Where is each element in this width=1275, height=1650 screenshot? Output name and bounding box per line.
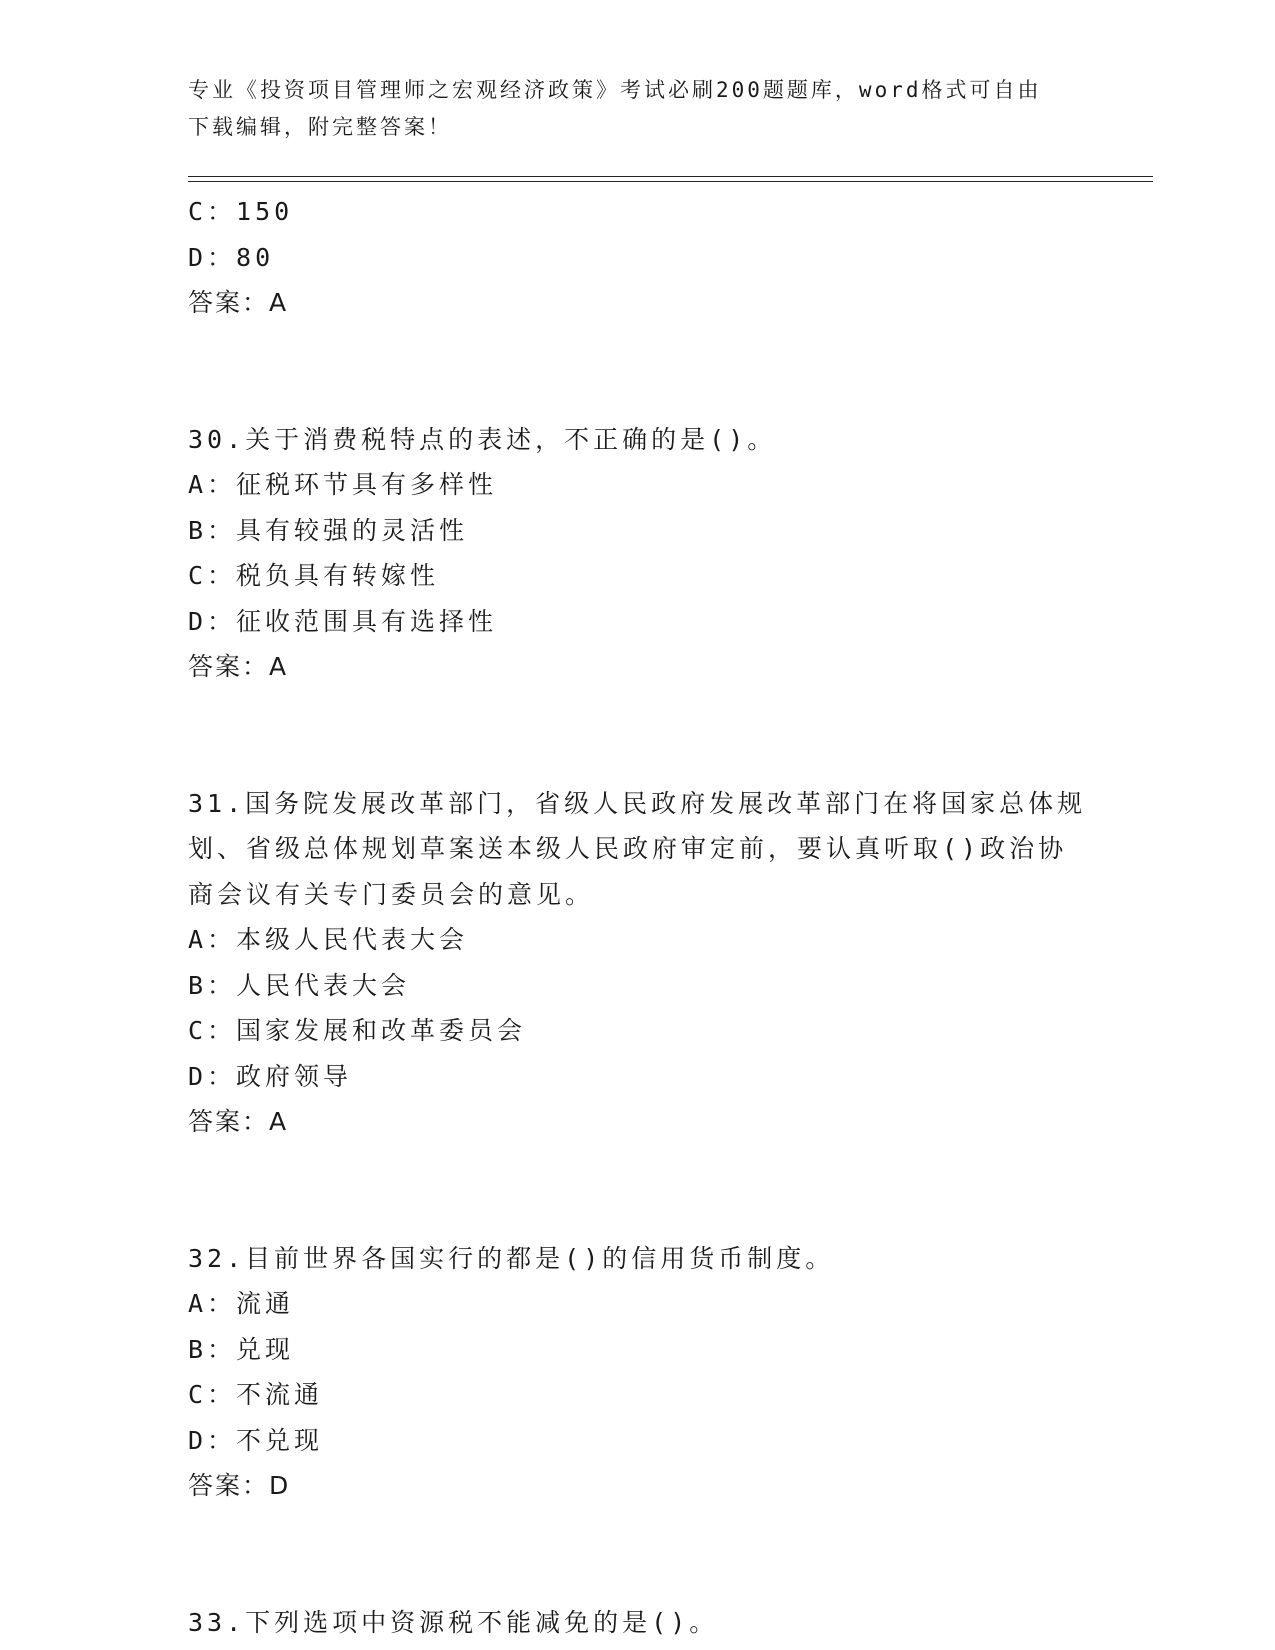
question-29-continued	[188, 189, 1088, 326]
option-b: B：人民代表大会	[188, 970, 411, 1000]
question-33	[188, 1600, 1088, 1646]
header-line-2: 下载编辑，附完整答案！	[188, 115, 452, 139]
question-text: 划、省级总体规划草案送本级人民政府审定前，要认真听取()政治协	[188, 834, 1068, 863]
question-text: 31.国务院发展改革部门，省级人民政府发展改革部门在将国家总体规	[188, 788, 1087, 818]
spacer	[188, 326, 1088, 417]
option-c: C：税负具有转嫁性	[188, 561, 440, 590]
option-a: A：征税环节具有多样性	[188, 470, 498, 499]
question-30	[188, 417, 1088, 690]
answer-line: 答案：D	[188, 1471, 291, 1500]
spacer	[188, 1509, 1088, 1600]
option-b: B：兑现	[188, 1334, 295, 1364]
option-b: B：具有较强的灵活性	[188, 515, 469, 545]
option-a: A：本级人民代表大会	[188, 925, 469, 954]
option-c: C：国家发展和改革委员会	[188, 1016, 527, 1045]
header-divider-top	[188, 176, 1153, 177]
question-32	[188, 1236, 1088, 1509]
question-text: 30.关于消费税特点的表述，不正确的是()。	[188, 424, 777, 454]
answer-line: 答案：A	[188, 1107, 289, 1136]
option-d: D：80	[188, 242, 275, 272]
answer-line: 答案：A	[188, 288, 289, 317]
question-text: 32.目前世界各国实行的都是()的信用货币制度。	[188, 1243, 835, 1273]
question-text: 商会议有关专门委员会的意见。	[188, 879, 595, 909]
option-d: D：政府领导	[188, 1061, 353, 1091]
header-line-1: 专业《投资项目管理师之宏观经济政策》考试必刷200题题库，word格式可自由	[188, 78, 1042, 102]
spacer	[188, 1145, 1088, 1236]
answer-line: 答案：A	[188, 652, 289, 681]
question-31	[188, 781, 1088, 1145]
option-d: D：征收范围具有选择性	[188, 606, 498, 636]
question-list	[188, 189, 1088, 1645]
option-a: A：流通	[188, 1289, 295, 1318]
option-c: C：150	[188, 197, 294, 226]
option-c: C：不流通	[188, 1380, 324, 1409]
document-header	[188, 72, 1068, 146]
spacer	[188, 690, 1088, 781]
question-text: 33.下列选项中资源税不能减免的是()。	[188, 1607, 719, 1637]
option-d: D：不兑现	[188, 1425, 324, 1455]
header-divider-bottom	[188, 181, 1153, 182]
